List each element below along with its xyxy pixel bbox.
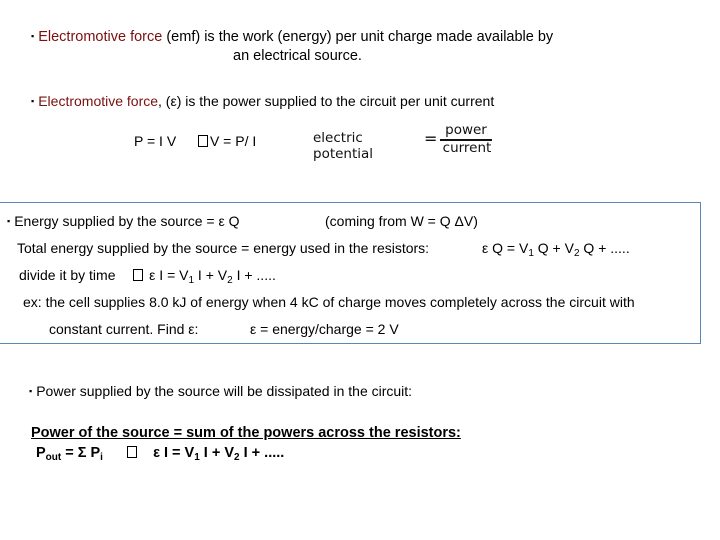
eq-part: I + V xyxy=(199,445,235,461)
subscript: i xyxy=(100,452,103,463)
bullet-icon: ▪ xyxy=(31,96,35,106)
subscript: 2 xyxy=(234,452,240,463)
emf-definition-line2: an electrical source. xyxy=(233,48,362,64)
eq-part: P xyxy=(36,445,46,461)
eq-part: Q + V xyxy=(533,240,574,256)
emf-definition-line1 xyxy=(31,29,553,45)
energy-note: (coming from W = Q ΔV) xyxy=(325,213,478,229)
eq-part: ε I = V xyxy=(149,267,189,283)
emf-definition-text: (emf) is the work (energy) per unit charge made available by xyxy=(162,29,554,45)
subscript: out xyxy=(45,452,62,463)
eq-part: I + ..... xyxy=(239,445,285,461)
subscript: 2 xyxy=(227,275,233,286)
power-dissipated-text: Power supplied by the source will be dissipated in the circuit: xyxy=(36,383,413,399)
energy-line3 xyxy=(19,267,276,286)
fraction-equals: = xyxy=(424,129,438,148)
energy-equation xyxy=(482,240,630,259)
missing-glyph-icon xyxy=(198,135,208,147)
power-heading: Power of the source = sum of the powers across the resistors: xyxy=(31,425,461,441)
divide-text: divide it by time xyxy=(19,267,116,283)
bullet-icon: ▪ xyxy=(29,386,33,396)
bullet-icon: ▪ xyxy=(31,31,35,41)
energy-line1 xyxy=(7,213,240,229)
subscript: 2 xyxy=(573,248,580,259)
example-answer: ε = energy/charge = 2 V xyxy=(250,321,399,337)
emf-term: Electromotive force xyxy=(38,29,163,45)
subscript: 1 xyxy=(188,275,195,286)
eq-part: I + V xyxy=(194,267,228,283)
fraction-numerator: power xyxy=(445,122,487,138)
voltage-formula: V = P/ I xyxy=(209,133,257,149)
subscript: 1 xyxy=(528,248,534,259)
eq-part: I + ..... xyxy=(232,267,276,283)
missing-glyph-icon xyxy=(127,446,137,458)
power-formula: P = I V xyxy=(134,133,177,149)
eq-part: = Σ P xyxy=(61,445,101,461)
subscript: 1 xyxy=(194,452,200,463)
bullet-icon: ▪ xyxy=(7,216,11,226)
eq-part: ε I = V xyxy=(153,445,195,461)
emf-term: Electromotive force xyxy=(38,93,159,109)
energy-supplied-text: Energy supplied by the source = ε Q xyxy=(14,213,240,229)
example-line2: constant current. Find ε: xyxy=(49,321,199,337)
fraction-lhs: electric potential xyxy=(313,130,374,162)
power-line1 xyxy=(29,383,412,399)
example-line1: ex: the cell supplies 8.0 kJ of energy when 4 kC of charge moves completely across the circuit with xyxy=(23,294,635,310)
formula-row xyxy=(134,133,256,149)
eq-part: ε Q = V xyxy=(482,240,529,256)
emf-power-line xyxy=(31,93,494,109)
eq-part: Q + ..... xyxy=(579,240,630,256)
energy-line2: Total energy supplied by the source = energy used in the resistors: xyxy=(17,240,430,256)
missing-glyph-icon xyxy=(133,269,143,281)
emf-power-text: , (ε) is the power supplied to the circuit per unit current xyxy=(158,93,495,109)
power-equation-line xyxy=(36,445,284,463)
fraction-denominator: current xyxy=(442,140,492,156)
